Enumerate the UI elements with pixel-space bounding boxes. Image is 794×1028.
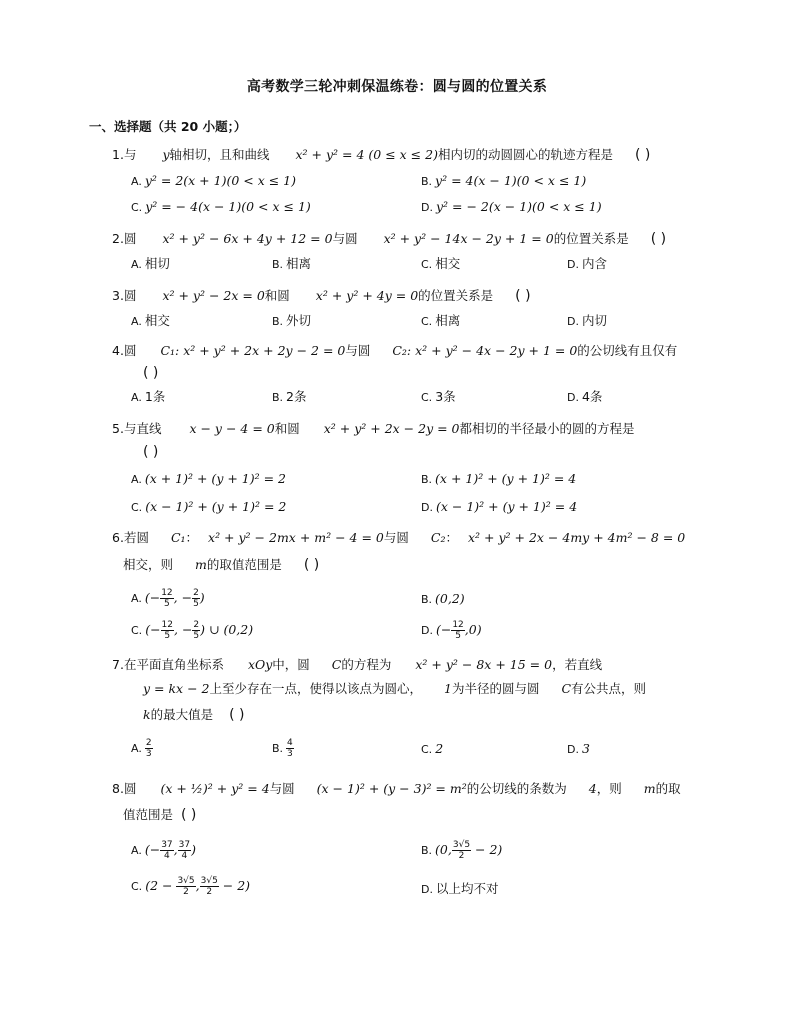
question-4-option-c[interactable]: C. 3条 [421, 389, 456, 404]
question-8-option-d[interactable]: D. 以上均不对 [421, 881, 499, 896]
question-7-option-b[interactable]: B. $\frac{4}{3}$ [272, 738, 293, 759]
question-6-option-c[interactable]: C. (− $\frac{12}{5}$ , − $\frac{2}{5}$ ) ∪ (0,2) [131, 620, 254, 641]
question-1-option-d[interactable]: D. y² = − 2(x − 1)(0 < x ≤ 1) [421, 199, 602, 214]
question-4-option-b[interactable]: B. 2条 [272, 389, 307, 404]
question-1-stem: 1.与 y轴相切，且和曲线 x² + y² = 4 (0 ≤ x ≤ 2)相内切的动圆圆心的轨迹方程是 ( ) [112, 147, 651, 163]
question-2-option-b[interactable]: B. 相离 [272, 256, 312, 271]
question-7-stem-cont2: k的最大值是 ( ) [143, 707, 245, 723]
question-4-option-a[interactable]: A. 1条 [131, 389, 166, 404]
question-1-option-b[interactable]: B. y² = 4(x − 1)(0 < x ≤ 1) [421, 173, 587, 188]
question-8-option-b[interactable]: B. (0, $\frac{3√5}{2}$ − 2) [421, 840, 503, 861]
question-8-stem: 8.圆 (x + ½)² + y² = 4与圆 (x − 1)² + (y − 3)² = m²的公切线的条数为 4，则 m的取 [112, 781, 681, 796]
question-2-option-d[interactable]: D. 内含 [567, 256, 607, 271]
question-4-answer-bracket: ( ) [143, 365, 159, 381]
question-8-option-c[interactable]: C. (2 − $\frac{3√5}{2}$ , $\frac{3√5}{2}$ − 2) [131, 876, 251, 897]
question-4-stem: 4.圆 C₁: x² + y² + 2x + 2y − 2 = 0与圆 C₂: x² + y² − 4x − 2y + 1 = 0的公切线有且仅有 [112, 343, 678, 358]
question-1-option-c[interactable]: C. y² = − 4(x − 1)(0 < x ≤ 1) [131, 199, 311, 214]
question-4-option-d[interactable]: D. 4条 [567, 389, 603, 404]
question-3-option-d[interactable]: D. 内切 [567, 313, 607, 328]
question-6-stem-cont: 相交，则 m的取值范围是 ( ) [123, 557, 320, 573]
question-2-option-c[interactable]: C. 相交 [421, 256, 461, 271]
question-6-option-b[interactable]: B. (0,2) [421, 591, 465, 606]
question-5-option-c[interactable]: C. (x − 1)² + (y + 1)² = 2 [131, 499, 287, 514]
section-heading: 一、选择题（共 20 小题；） [89, 119, 247, 134]
question-7-option-d[interactable]: D. 3 [567, 741, 590, 756]
question-7-stem-cont: y = kx − 2上至少存在一点，使得以该点为圆心， 1为半径的圆与圆 C有公共点，则 [143, 681, 647, 696]
question-5-answer-bracket: ( ) [143, 444, 159, 460]
question-2-option-a[interactable]: A. 相切 [131, 256, 170, 271]
question-8-stem-cont: 值范围是 ( ) [123, 807, 197, 823]
question-7-option-c[interactable]: C. 2 [421, 741, 444, 756]
question-5-option-d[interactable]: D. (x − 1)² + (y + 1)² = 4 [421, 499, 578, 514]
question-3-option-c[interactable]: C. 相离 [421, 313, 461, 328]
question-3-option-b[interactable]: B. 外切 [272, 313, 312, 328]
question-3-stem: 3.圆 x² + y² − 2x = 0和圆 x² + y² + 4y = 0的位置关系是 ( ) [112, 288, 531, 304]
page-title: 高考数学三轮冲刺保温练卷：圆与圆的位置关系 [246, 79, 548, 95]
question-5-option-a[interactable]: A. (x + 1)² + (y + 1)² = 2 [131, 471, 287, 486]
question-8-option-a[interactable]: A. (− $\frac{37}{4}$ , $\frac{37}{4}$ ) [131, 840, 196, 861]
question-5-stem: 5.与直线 x − y − 4 = 0和圆 x² + y² + 2x − 2y = 0都相切的半径最小的圆的方程是 [112, 421, 635, 436]
question-7-stem: 7.在平面直角坐标系 xOy中，圆 C的方程为 x² + y² − 8x + 15 = 0，若直线 [112, 657, 603, 672]
question-6-option-d[interactable]: D. (− $\frac{12}{5}$ ,0) [421, 620, 482, 641]
question-7-option-a[interactable]: A. $\frac{2}{3}$ [131, 738, 152, 759]
question-3-option-a[interactable]: A. 相交 [131, 313, 170, 328]
question-6-option-a[interactable]: A. (− $\frac{12}{5}$ , − $\frac{2}{5}$ ) [131, 588, 205, 609]
question-6-stem: 6.若圆 C₁： x² + y² − 2mx + m² − 4 = 0与圆 C₂： x² + y² + 2x − 4my + 4m² − 8 = 0 [112, 530, 686, 545]
question-5-option-b[interactable]: B. (x + 1)² + (y + 1)² = 4 [421, 471, 577, 486]
question-1-option-a[interactable]: A. y² = 2(x + 1)(0 < x ≤ 1) [131, 173, 296, 188]
question-2-stem: 2.圆 x² + y² − 6x + 4y + 12 = 0与圆 x² + y² − 14x − 2y + 1 = 0的位置关系是 ( ) [112, 231, 667, 247]
